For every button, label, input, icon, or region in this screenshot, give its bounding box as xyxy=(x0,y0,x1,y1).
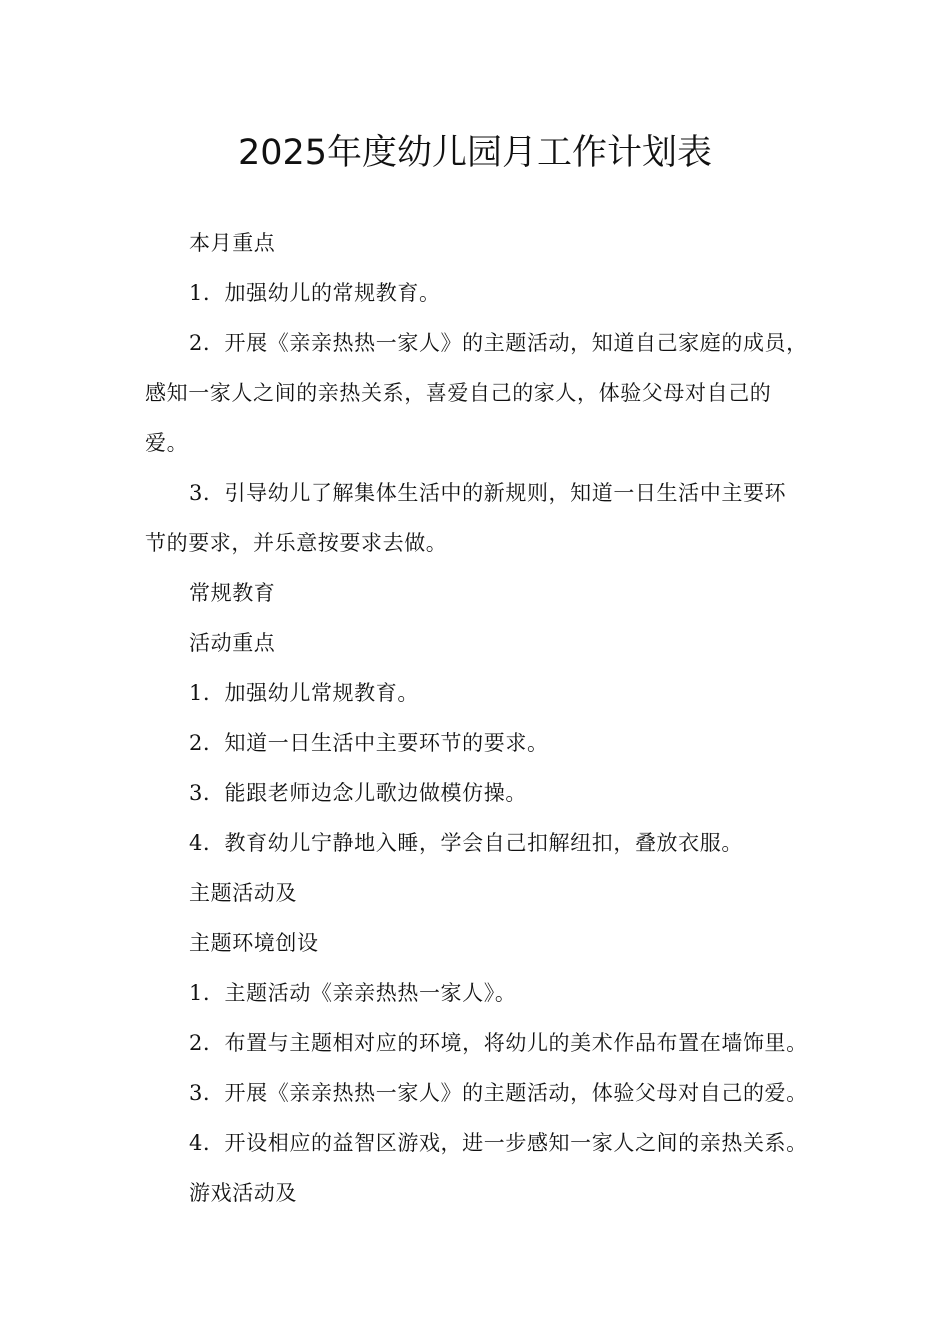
paragraph-line: 常规教育 xyxy=(189,581,276,605)
paragraph-line: 本月重点 xyxy=(189,231,276,255)
paragraph-line: 爱。 xyxy=(145,431,189,455)
paragraph-line: 主题环境创设 xyxy=(189,931,319,955)
paragraph-line: 2．布置与主题相对应的环境，将幼儿的美术作品布置在墙饰里。 xyxy=(189,1031,808,1055)
document-title: 2025年度幼儿园月工作计划表 xyxy=(237,133,713,173)
paragraph-line: 2．开展《亲亲热热一家人》的主题活动，知道自己家庭的成员， xyxy=(189,331,808,355)
paragraph-line: 感知一家人之间的亲热关系，喜爱自己的家人，体验父母对自己的 xyxy=(145,381,772,405)
paragraph-line: 3．能跟老师边念儿歌边做模仿操。 xyxy=(189,781,527,805)
paragraph-line: 3．开展《亲亲热热一家人》的主题活动，体验父母对自己的爱。 xyxy=(189,1081,808,1105)
paragraph-line: 主题活动及 xyxy=(189,881,297,905)
document-body xyxy=(145,228,817,1228)
paragraph-line: 节的要求，并乐意按要求去做。 xyxy=(145,531,448,555)
paragraph-line: 游戏活动及 xyxy=(189,1181,297,1205)
paragraph-line: 2．知道一日生活中主要环节的要求。 xyxy=(189,731,549,755)
paragraph-line: 1．加强幼儿的常规教育。 xyxy=(189,281,441,305)
paragraph-line: 活动重点 xyxy=(189,631,276,655)
paragraph-line: 1．加强幼儿常规教育。 xyxy=(189,681,419,705)
paragraph-line: 3．引导幼儿了解集体生活中的新规则，知道一日生活中主要环 xyxy=(189,481,787,505)
paragraph-line: 1．主题活动《亲亲热热一家人》。 xyxy=(189,981,517,1005)
paragraph-line: 4．开设相应的益智区游戏，进一步感知一家人之间的亲热关系。 xyxy=(189,1131,808,1155)
paragraph-line: 4．教育幼儿宁静地入睡，学会自己扣解纽扣，叠放衣服。 xyxy=(189,831,743,855)
